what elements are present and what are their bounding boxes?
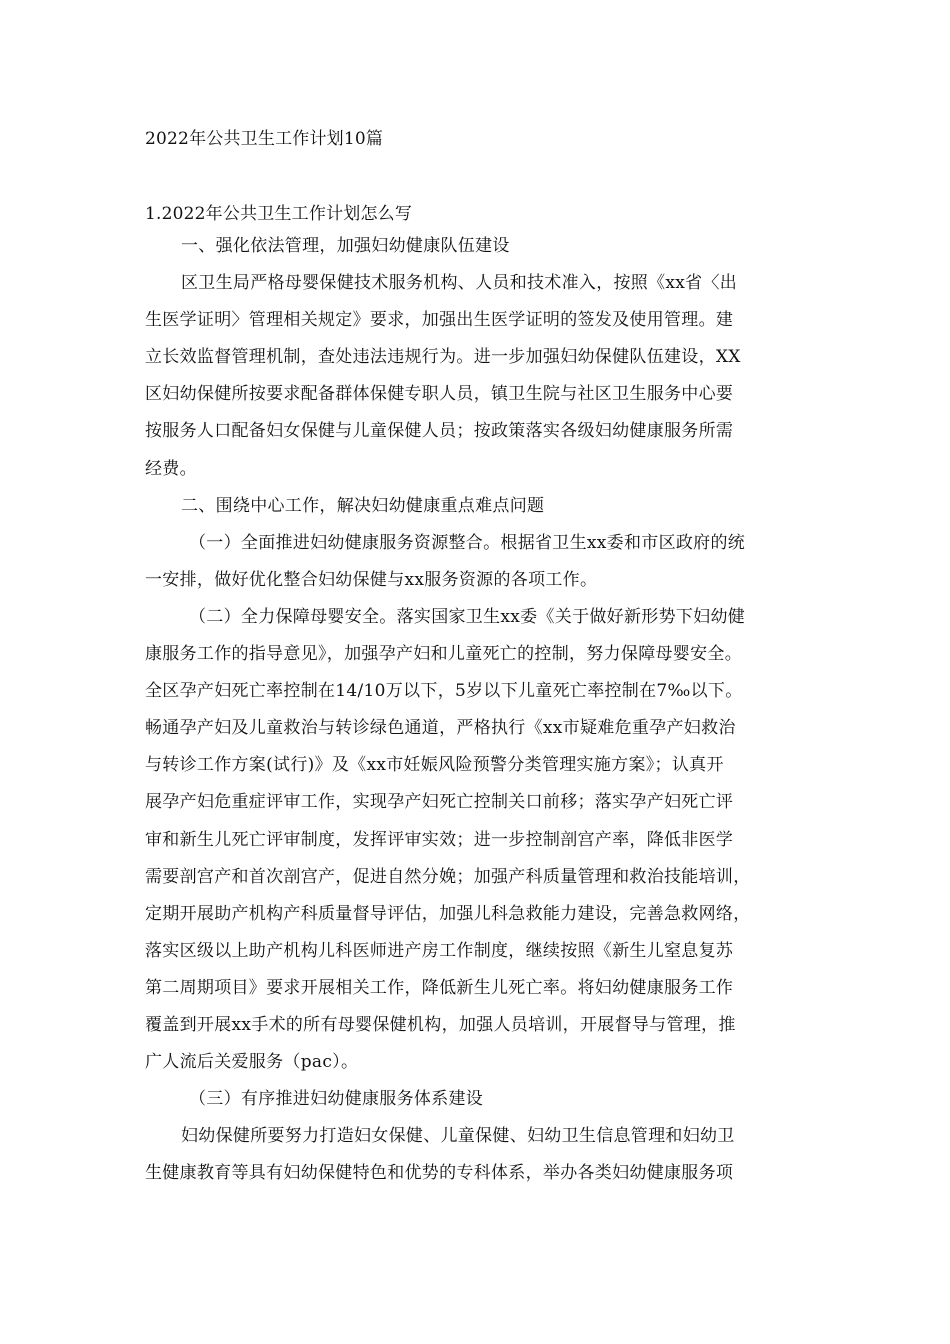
text-line: 第二周期项目》要求开展相关工作，降低新生儿死亡率。将妇幼健康服务工作	[145, 977, 734, 998]
text-line: 生健康教育等具有妇幼保健特色和优势的专科体系，举办各类妇幼健康服务项	[145, 1163, 734, 1184]
text-line: （一）全面推进妇幼健康服务资源整合。根据省卫生xx委和市区政府的统	[189, 532, 746, 553]
text-line: 定期开展助产机构产科质量督导评估，加强儿科急救能力建设，完善急救网络，	[145, 903, 751, 924]
text-line: 二、围绕中心工作，解决妇幼健康重点难点问题	[181, 495, 545, 516]
text-line: 区卫生局严格母婴保健技术服务机构、人员和技术准入，按照《xx省〈出	[181, 273, 738, 294]
text-line: 经费。	[145, 458, 197, 479]
text-line: 康服务工作的指导意见》，加强孕产妇和儿童死亡的控制，努力保障母婴安全。	[145, 644, 742, 665]
text-line: 立长效监督管理机制，查处违法违规行为。进一步加强妇幼保健队伍建设，XX	[145, 347, 741, 368]
text-line: 覆盖到开展xx手术的所有母婴保健机构，加强人员培训，开展督导与管理，推	[145, 1014, 736, 1035]
text-line: 一安排，做好优化整合妇幼保健与xx服务资源的各项工作。	[145, 569, 598, 590]
text-line: 妇幼保健所要努力打造妇女保健、儿童保健、妇幼卫生信息管理和妇幼卫	[181, 1126, 735, 1147]
text-line: 畅通孕产妇及儿童救治与转诊绿色通道，严格执行《xx市疑难危重孕产妇救治	[145, 718, 736, 739]
text-line: 一、强化依法管理，加强妇幼健康队伍建设	[181, 236, 510, 256]
text-line: 区妇幼保健所按要求配备群体保健专职人员，镇卫生院与社区卫生服务中心要	[145, 384, 734, 405]
text-line: （二）全力保障母婴安全。落实国家卫生xx委《关于做好新形势下妇幼健	[189, 606, 746, 627]
document-body	[145, 228, 805, 1192]
text-line: 需要剖宫产和首次剖宫产，促进自然分娩；加强产科质量管理和救治技能培训，	[145, 866, 751, 887]
text-line: 与转诊工作方案(试行)》及《xx市妊娠风险预警分类管理实施方案》；认真开	[145, 755, 724, 776]
text-line: 按服务人口配备妇女保健与儿童保健人员；按政策落实各级妇幼健康服务所需	[145, 421, 734, 442]
document-title: 2022年公共卫生工作计划10篇	[145, 129, 384, 149]
text-line: 全区孕产妇死亡率控制在14/10万以下，5岁以下儿童死亡率控制在7‰以下。	[145, 681, 743, 702]
text-line: 广人流后关爱服务（pac）。	[145, 1052, 359, 1073]
text-line: 落实区级以上助产机构儿科医师进产房工作制度，继续按照《新生儿窒息复苏	[145, 940, 734, 961]
text-line: 审和新生儿死亡评审制度，发挥评审实效；进一步控制剖宫产率，降低非医学	[145, 829, 734, 850]
text-line: 展孕产妇危重症评审工作，实现孕产妇死亡控制关口前移；落实孕产妇死亡评	[145, 792, 734, 813]
text-line: （三）有序推进妇幼健康服务体系建设	[189, 1089, 484, 1110]
text-line: 生医学证明〉管理相关规定》要求，加强出生医学证明的签发及使用管理。建	[145, 310, 734, 331]
section-heading: 1.2022年公共卫生工作计划怎么写	[145, 204, 413, 224]
